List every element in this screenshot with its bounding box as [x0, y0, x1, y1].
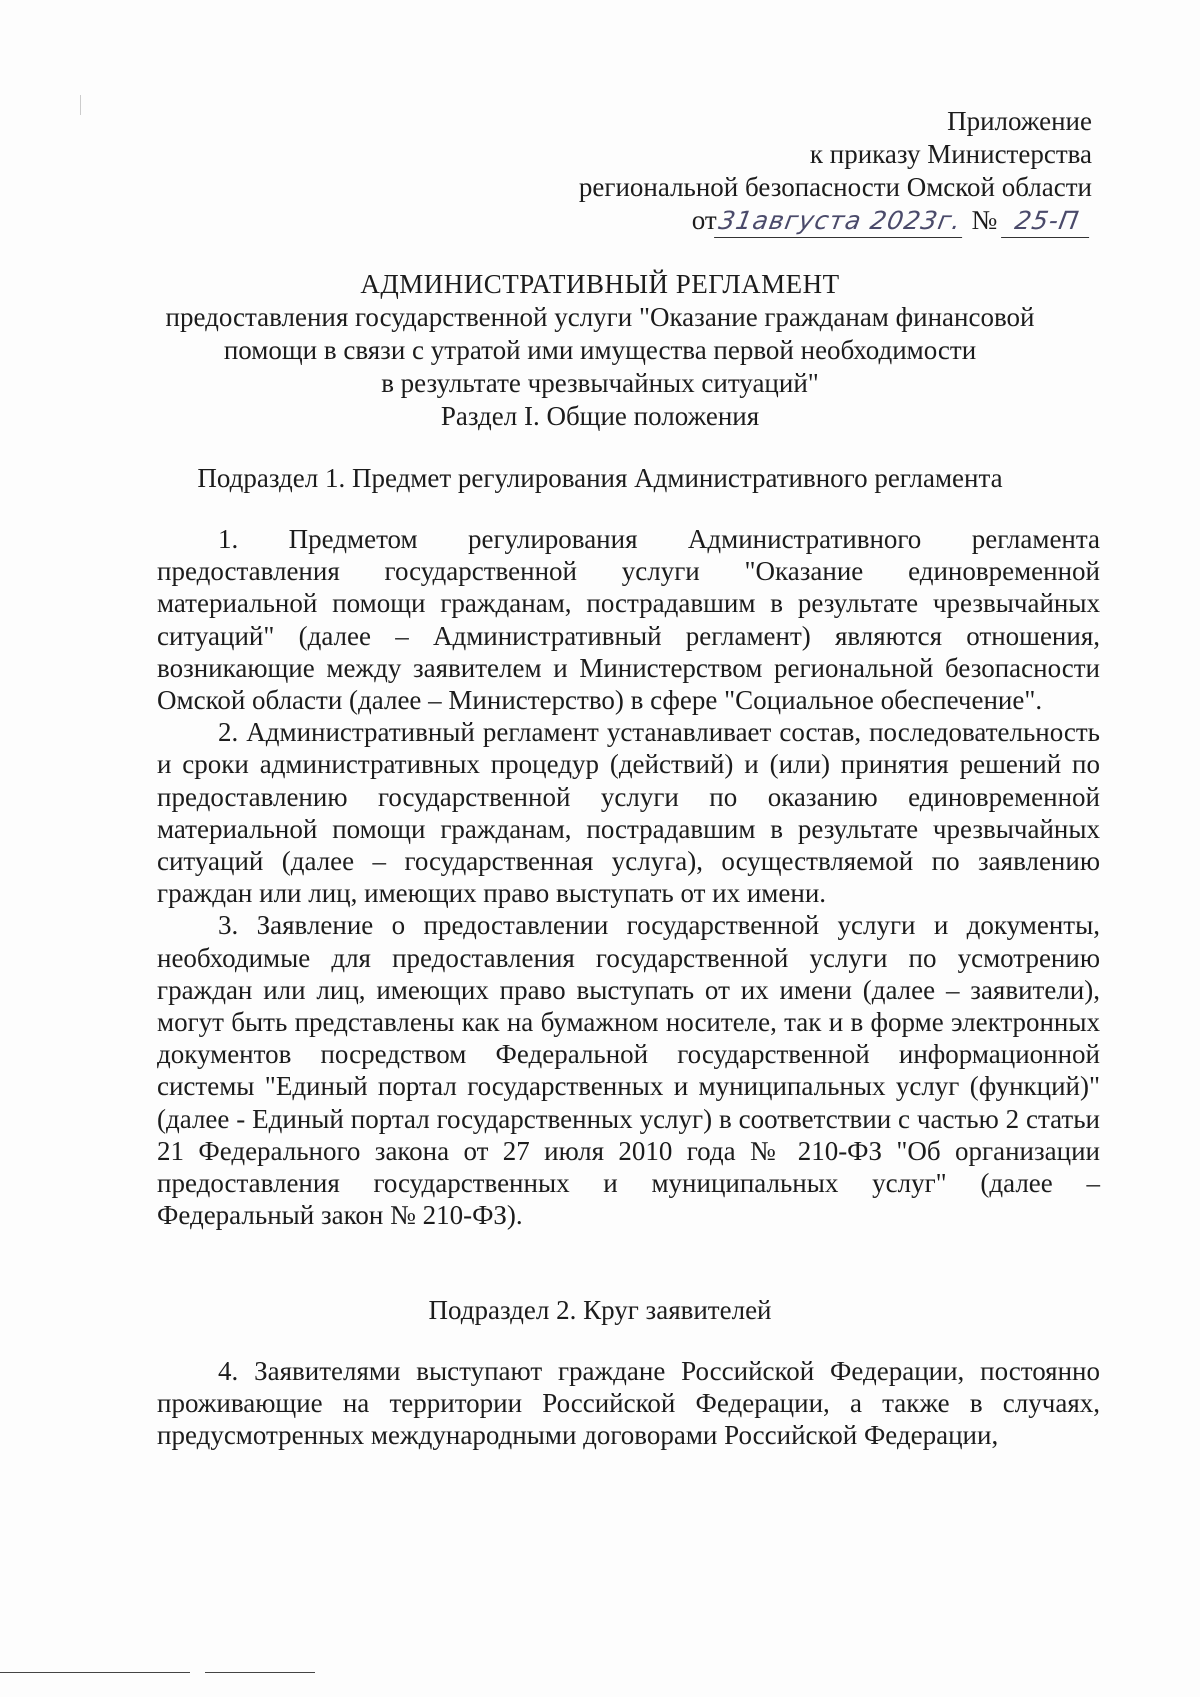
paragraph-1: 1. Предметом регулирования Административного регламента предоставления государственной услуги "Оказание единовременной материальной помощи гражданам, пострадавшим в результате чрезвычайных ситуаций" (далее – Административный регламент) являются отношения, возникающие между заявителем и Министерством региональной безопасности Омской области (далее – Министерство) в сфере "Социальное обеспечение".: [157, 524, 1100, 716]
appendix-label: Приложение: [947, 106, 1092, 136]
date-prefix: от: [691, 205, 717, 235]
handwritten-number: 25-П: [1001, 204, 1095, 238]
scan-artifact: [80, 95, 81, 115]
document-subtitle-line-2: помощи в связи с утратой ими имущества первой необходимости: [223, 335, 977, 365]
document-subtitle-line-3: в результате чрезвычайных ситуаций": [381, 368, 819, 398]
scan-edge-line: [205, 1672, 315, 1673]
paragraph-4: 4. Заявителями выступают граждане Российской Федерации, постоянно проживающие на территории Российской Федерации, а также в случаях, предусмотренных международными договорами Российской Федерации,: [157, 1356, 1100, 1451]
subsection-1-heading: Подраздел 1. Предмет регулирования Административного регламента: [197, 463, 1003, 493]
subsection-1-body: [157, 523, 1100, 1231]
appendix-date-line: [579, 204, 1092, 238]
document-title-block: [100, 268, 1100, 400]
appendix-ministry: региональной безопасности Омской области: [578, 172, 1092, 202]
document-title: АДМИНИСТРАТИВНЫЙ РЕГЛАМЕНТ: [360, 269, 840, 299]
number-prefix: №: [971, 205, 998, 235]
handwritten-date: 31августа 2023г.: [714, 204, 968, 238]
scan-edge-line: [0, 1672, 190, 1673]
paragraph-2: 2. Административный регламент устанавливает состав, последовательность и сроки административных процедур (действий) и (или) принятия решений по предоставлению государственной услуги по оказанию единовременной материальной помощи гражданам, пострадавшим в результате чрезвычайных ситуаций (далее – государственная услуга), осуществляемой по заявлению граждан или лиц, имеющих право выступать от их имени.: [157, 717, 1100, 909]
subsection-2-heading: Подраздел 2. Круг заявителей: [428, 1295, 772, 1325]
section-heading: Раздел I. Общие положения: [440, 401, 760, 431]
document-subtitle-line-1: предоставления государственной услуги "Оказание гражданам финансовой: [165, 302, 1035, 332]
appendix-order-ref: к приказу Министерства: [809, 139, 1092, 169]
subsection-2-body: [157, 1355, 1100, 1452]
appendix-block: [579, 105, 1092, 238]
paragraph-3: 3. Заявление о предоставлении государственной услуги и документы, необходимые для предоставления государственной услуги по усмотрению граждан или лиц, имеющих право выступать от их имени (далее – заявители), могут быть представлены как на бумажном носителе, так и в форме электронных документов посредством Федеральной государственной информационной системы "Единый портал государственных и муниципальных услуг (функций)" (далее - Единый портал государственных услуг) в соответствии с частью 2 статьи 21 Федерального закона от 27 июля 2010 года № 210-ФЗ "Об организации предоставления государственных и муниципальных услуг" (далее – Федеральный закон № 210-ФЗ).: [157, 910, 1100, 1231]
